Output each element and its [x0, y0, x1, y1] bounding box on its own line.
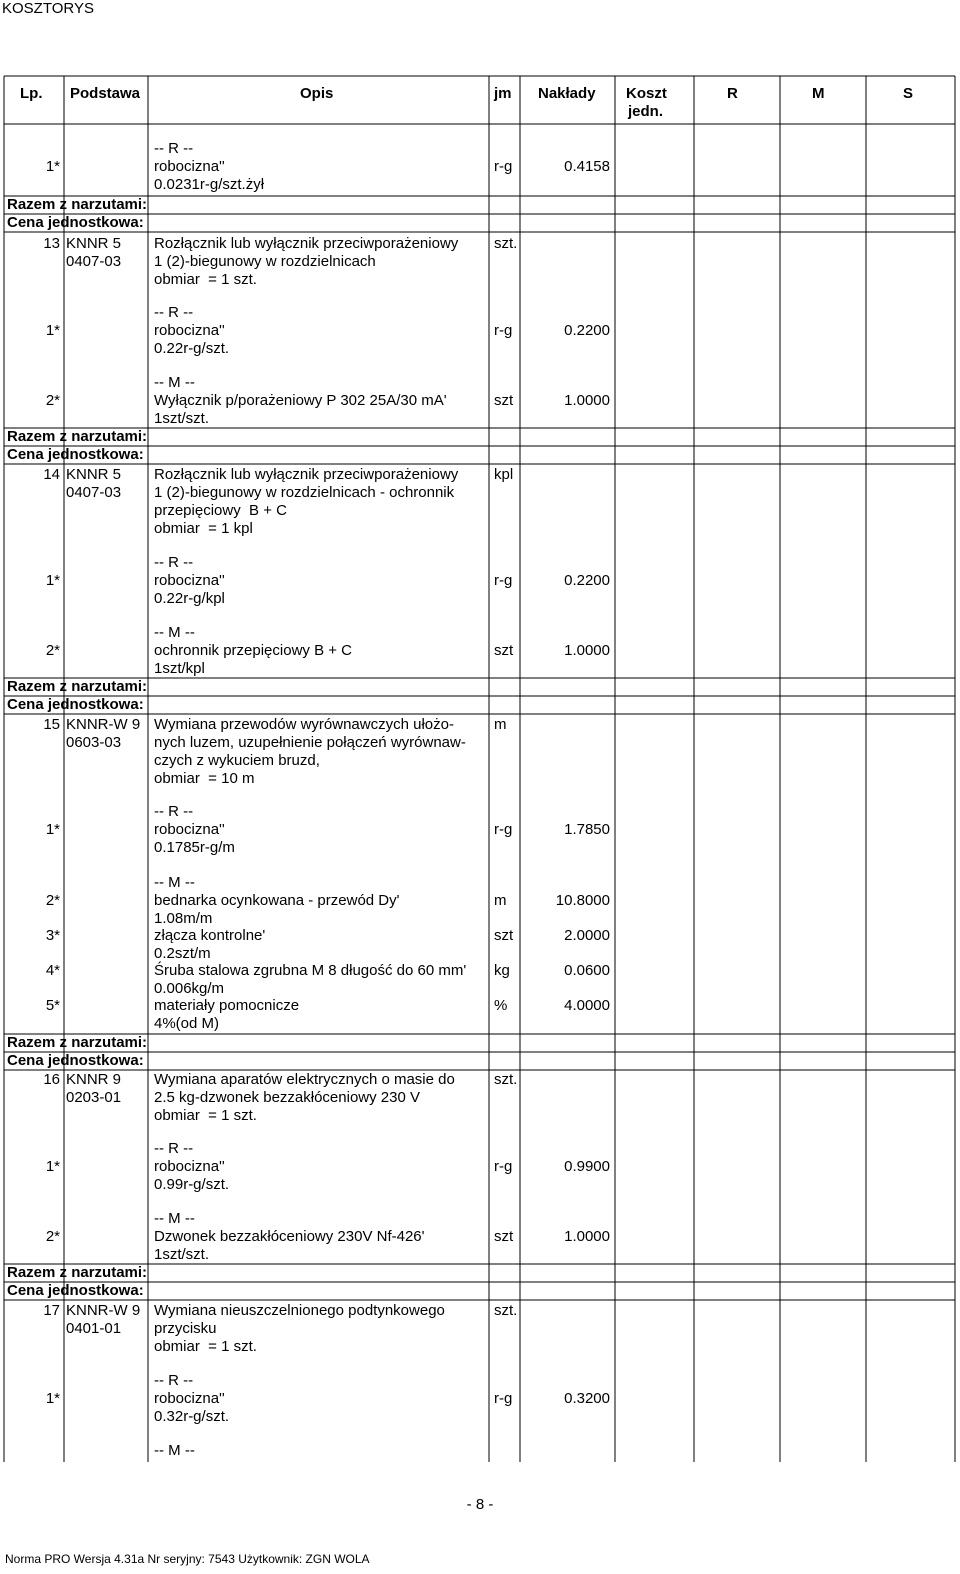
resource-name: Śruba stalowa zgrubna M 8 długość do 60 mm': [154, 962, 467, 979]
resource-norm: 0.2szt/m: [154, 945, 211, 962]
position-description: przepięciowy B + C: [154, 502, 287, 519]
position-basis: KNNR 9: [66, 1071, 122, 1088]
position-lp: 13: [43, 235, 60, 252]
position-description: Wymiana aparatów elektrycznych o masie do: [154, 1071, 455, 1088]
resource-value: 1.0000: [564, 392, 610, 409]
resource-unit: m: [494, 892, 507, 909]
resource-norm: 0.32r-g/szt.: [154, 1408, 230, 1425]
resource-lp: 4*: [45, 962, 60, 979]
position-description: 1 (2)-biegunowy w rozdzielnicach: [154, 253, 376, 270]
resource-value: 1.0000: [564, 1228, 610, 1245]
position-basis-code: 0407-03: [66, 484, 122, 501]
r-section-label: -- R --: [154, 1372, 194, 1389]
position-unit: kpl: [494, 466, 514, 483]
resource-name: Wyłącznik p/porażeniowy P 302 25A/30 mA': [154, 392, 447, 409]
resource-name: robocizna'': [154, 821, 225, 838]
resource-value: 0.4158: [564, 158, 610, 175]
resource-lp: 2*: [45, 392, 60, 409]
position-unit: szt.: [494, 235, 518, 252]
resource-value: 4.0000: [564, 997, 610, 1014]
position-lp: 14: [43, 466, 60, 483]
col-header-lp: Lp.: [20, 85, 43, 102]
resource-unit: %: [494, 997, 508, 1014]
position-description: Rozłącznik lub wyłącznik przeciwporażeniowy: [154, 466, 459, 483]
position-lp: 16: [43, 1071, 60, 1088]
resource-value: 2.0000: [564, 927, 610, 944]
resource-norm: 0.22r-g/kpl: [154, 590, 225, 607]
col-header-jm: jm: [494, 85, 512, 102]
resource-norm: 0.22r-g/szt.: [154, 340, 230, 357]
resource-lp: 1*: [45, 1158, 60, 1175]
resource-unit: kg: [494, 962, 510, 979]
col-header-opis: Opis: [300, 85, 334, 102]
resource-lp: 2*: [45, 892, 60, 909]
r-section-label: -- R --: [154, 304, 194, 321]
m-section-label: -- M --: [154, 874, 195, 891]
resource-norm: 1szt/szt.: [154, 410, 210, 427]
position-description: nych luzem, uzupełnienie połączeń wyrównaw-: [154, 734, 466, 751]
resource-value: 0.2200: [564, 572, 610, 589]
position-description: 1 (2)-biegunowy w rozdzielnicach - ochronnik: [154, 484, 455, 501]
resource-unit: szt: [494, 927, 514, 944]
resource-norm: 0.1785r-g/m: [154, 839, 235, 856]
position-quantity: obmiar = 1 szt.: [154, 1338, 257, 1355]
position-quantity: obmiar = 10 m: [154, 770, 255, 787]
razem-label: Razem z narzutami:: [7, 678, 148, 695]
resource-norm: 4%(od M): [154, 1015, 220, 1032]
position-description: Wymiana nieuszczelnionego podtynkowego: [154, 1302, 445, 1319]
position-basis: KNNR 5: [66, 466, 122, 483]
cena-label: Cena jednostkowa:: [7, 446, 144, 463]
document-title: KOSZTORYS: [2, 0, 94, 17]
position-basis-code: 0407-03: [66, 253, 122, 270]
position-quantity: obmiar = 1 szt.: [154, 271, 257, 288]
resource-name: robocizna'': [154, 572, 225, 589]
r-section-label: -- R --: [154, 803, 194, 820]
resource-lp: 1*: [45, 572, 60, 589]
page-number: - 8 -: [466, 1496, 494, 1513]
col-header-podstawa: Podstawa: [70, 85, 141, 102]
resource-lp: 3*: [45, 927, 60, 944]
col-header-r: R: [727, 85, 738, 102]
resource-lp: 1*: [45, 158, 60, 175]
resource-name: robocizna'': [154, 1158, 225, 1175]
cena-label: Cena jednostkowa:: [7, 1052, 144, 1069]
col-header-naklady: Nakłady: [538, 85, 596, 102]
resource-name: ochronnik przepięciowy B + C: [154, 642, 353, 659]
cena-label: Cena jednostkowa:: [7, 696, 144, 713]
resource-lp: 5*: [45, 997, 60, 1014]
position-description: przycisku: [154, 1320, 217, 1337]
razem-label: Razem z narzutami:: [7, 1034, 148, 1051]
resource-unit: r-g: [494, 572, 513, 589]
position-description: 2.5 kg-dzwonek bezzakłóceniowy 230 V: [154, 1089, 420, 1106]
resource-name: złącza kontrolne': [154, 927, 266, 944]
resource-lp: 1*: [45, 322, 60, 339]
m-section-label: -- M --: [154, 624, 195, 641]
resource-name: robocizna'': [154, 322, 225, 339]
resource-unit: r-g: [494, 322, 513, 339]
position-unit: szt.: [494, 1302, 518, 1319]
resource-lp: 2*: [45, 1228, 60, 1245]
resource-value: 1.0000: [564, 642, 610, 659]
col-header-koszt: Koszt: [626, 85, 667, 102]
r-section-label: -- R --: [154, 554, 194, 571]
resource-value: 0.3200: [564, 1390, 610, 1407]
resource-lp: 1*: [45, 1390, 60, 1407]
resource-name: Dzwonek bezzakłóceniowy 230V Nf-426': [154, 1228, 425, 1245]
resource-unit: szt: [494, 392, 514, 409]
resource-norm: 1szt/szt.: [154, 1246, 210, 1263]
resource-name: materiały pomocnicze: [154, 997, 300, 1014]
razem-label: Razem z narzutami:: [7, 428, 148, 445]
resource-lp: 1*: [45, 821, 60, 838]
resource-unit: szt: [494, 642, 514, 659]
position-basis: KNNR-W 9: [66, 1302, 141, 1319]
m-section-label: -- M --: [154, 1210, 195, 1227]
resource-unit: r-g: [494, 1158, 513, 1175]
software-footer: Norma PRO Wersja 4.31a Nr seryjny: 7543 Użytkownik: ZGN WOLA: [5, 1552, 370, 1566]
position-description: czych z wykuciem bruzd,: [154, 752, 320, 769]
resource-unit: r-g: [494, 1390, 513, 1407]
resource-name: robocizna'': [154, 1390, 225, 1407]
resource-value: 0.9900: [564, 1158, 610, 1175]
resource-name: bednarka ocynkowana - przewód Dy': [154, 892, 400, 909]
position-unit: szt.: [494, 1071, 518, 1088]
position-basis-code: 0603-03: [66, 734, 122, 751]
position-description: Rozłącznik lub wyłącznik przeciwporażeniowy: [154, 235, 459, 252]
col-header-jedn: jedn.: [628, 103, 664, 120]
resource-lp: 2*: [45, 642, 60, 659]
resource-value: 0.2200: [564, 322, 610, 339]
resource-unit: szt: [494, 1228, 514, 1245]
position-unit: m: [494, 716, 507, 733]
position-basis: KNNR 5: [66, 235, 122, 252]
m-section-label: -- M --: [154, 1442, 195, 1459]
m-section-label: -- M --: [154, 374, 195, 391]
resource-value: 10.8000: [555, 892, 610, 909]
position-quantity: obmiar = 1 kpl: [154, 520, 253, 537]
r-section-label: -- R --: [154, 1140, 194, 1157]
position-lp: 17: [43, 1302, 60, 1319]
resource-norm: 1.08m/m: [154, 910, 213, 927]
resource-value: 1.7850: [564, 821, 610, 838]
position-basis: KNNR-W 9: [66, 716, 141, 733]
razem-label: Razem z narzutami:: [7, 196, 148, 213]
r-section-label: -- R --: [154, 140, 194, 157]
cena-label: Cena jednostkowa:: [7, 214, 144, 231]
resource-norm: 0.006kg/m: [154, 980, 225, 997]
resource-value: 0.0600: [564, 962, 610, 979]
resource-unit: r-g: [494, 821, 513, 838]
position-description: Wymiana przewodów wyrównawczych ułożo-: [154, 716, 454, 733]
razem-label: Razem z narzutami:: [7, 1264, 148, 1281]
resource-name: robocizna'': [154, 158, 225, 175]
col-header-m: M: [812, 85, 825, 102]
position-lp: 15: [43, 716, 60, 733]
position-basis-code: 0401-01: [66, 1320, 122, 1337]
col-header-s: S: [903, 85, 914, 102]
cena-label: Cena jednostkowa:: [7, 1282, 144, 1299]
resource-norm: 0.0231r-g/szt.żył: [154, 176, 265, 193]
resource-norm: 0.99r-g/szt.: [154, 1176, 230, 1193]
resource-unit: r-g: [494, 158, 513, 175]
position-quantity: obmiar = 1 szt.: [154, 1107, 257, 1124]
resource-norm: 1szt/kpl: [154, 660, 205, 677]
position-basis-code: 0203-01: [66, 1089, 122, 1106]
